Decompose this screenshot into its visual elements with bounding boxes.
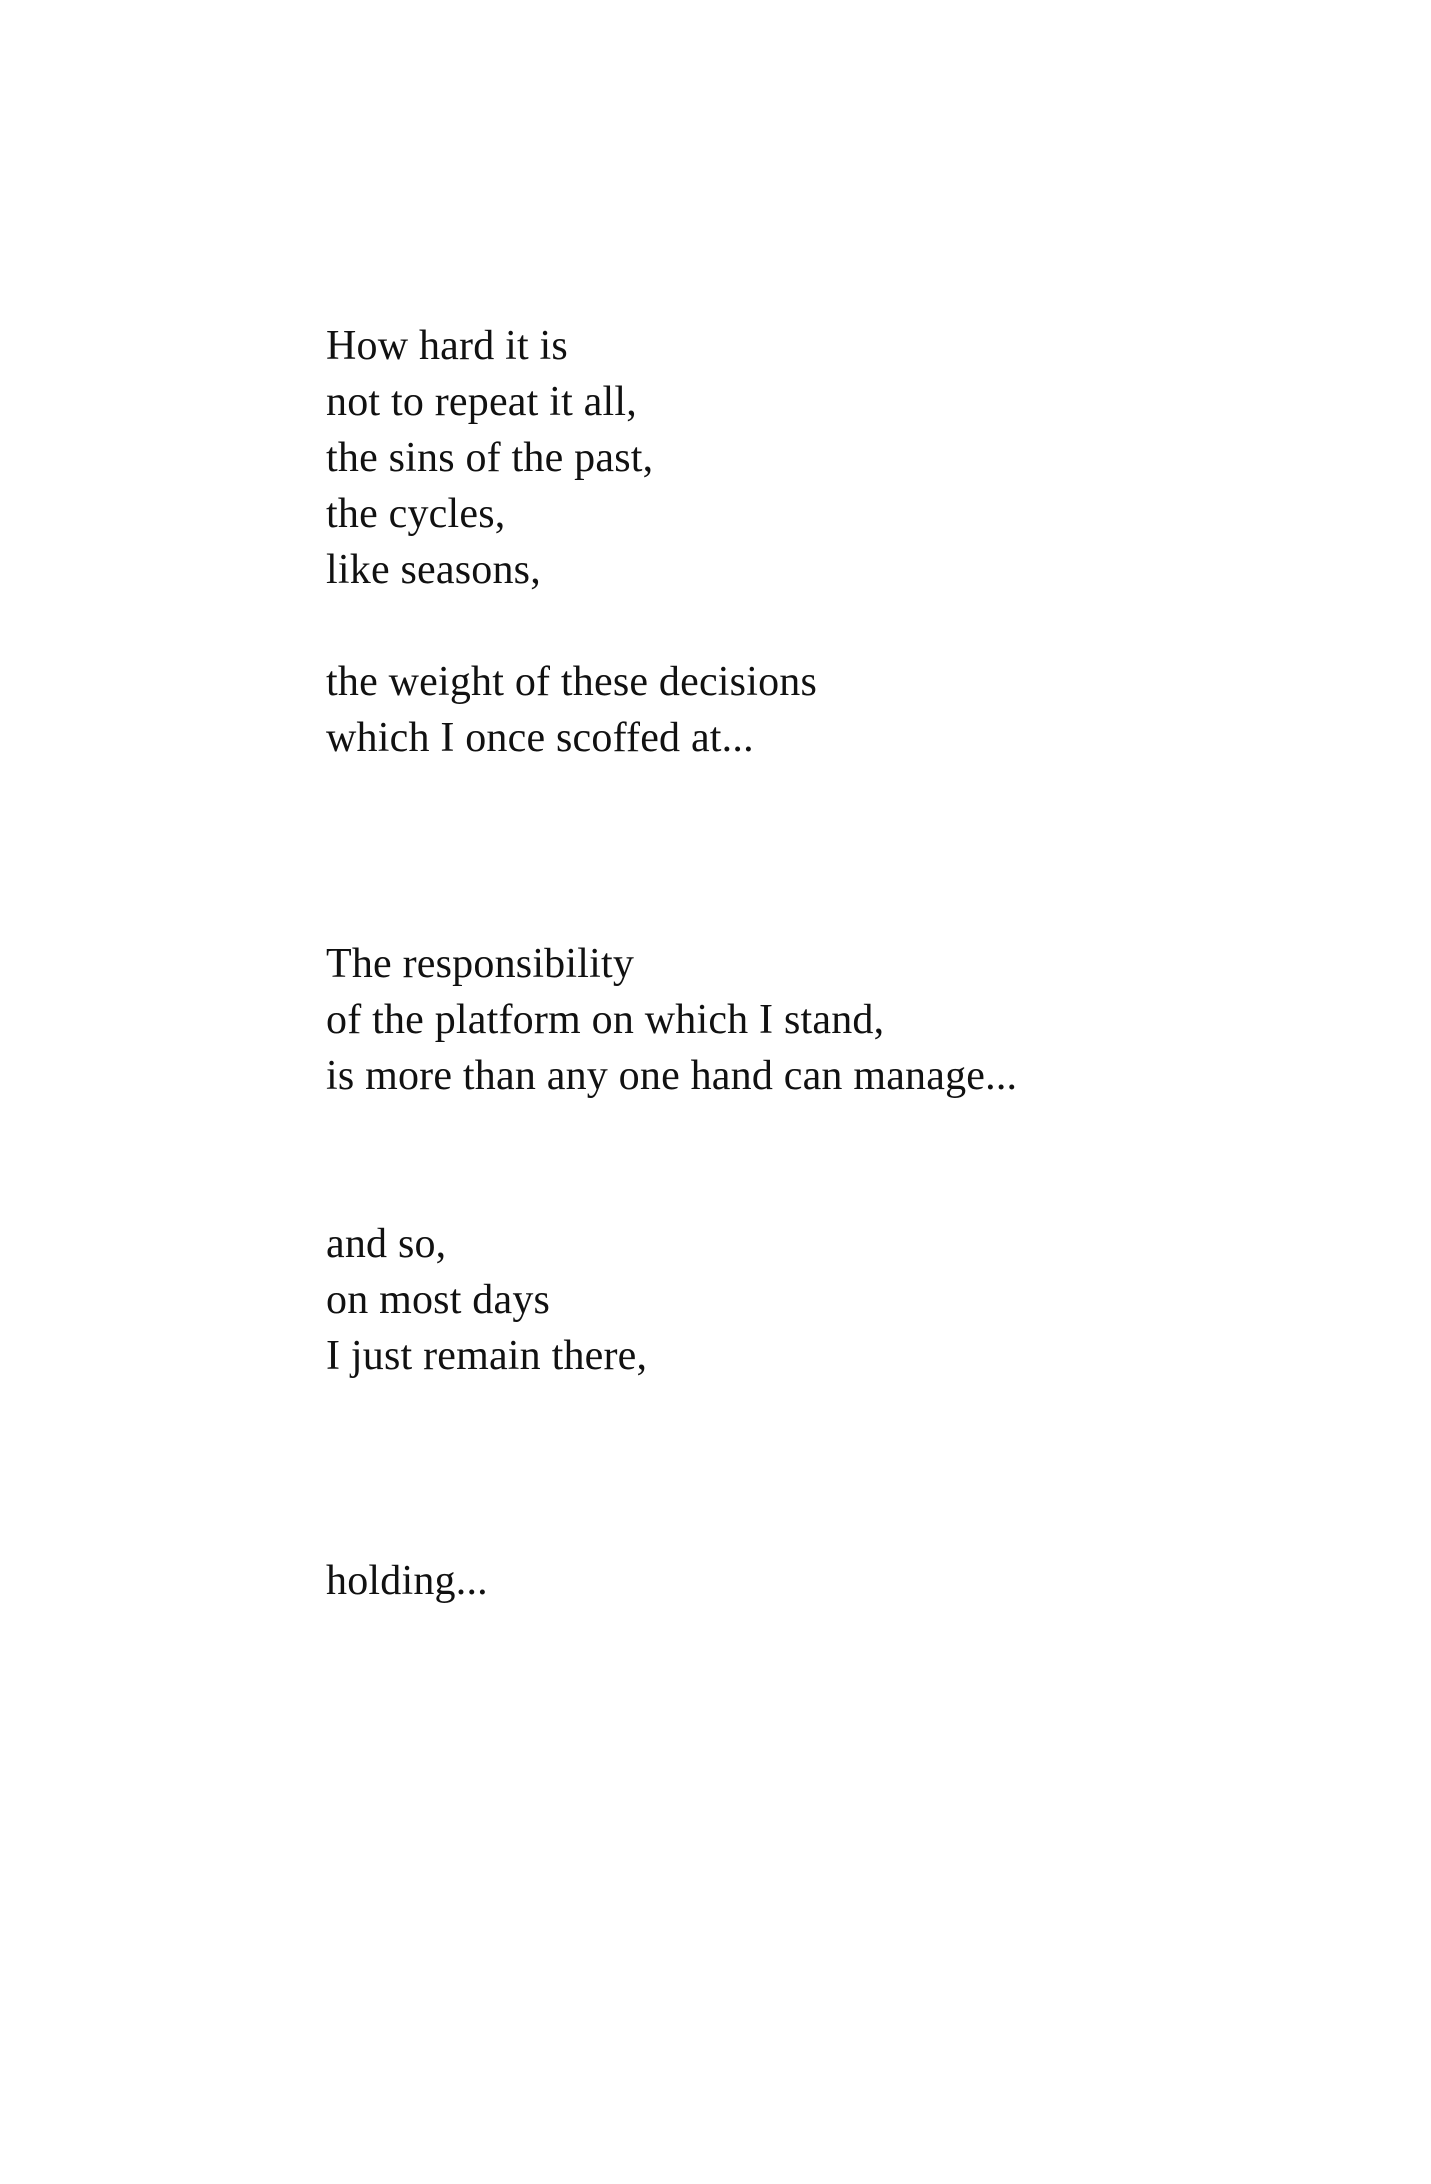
poem-line: like seasons,	[326, 547, 541, 593]
poem-line: the cycles,	[326, 491, 506, 537]
poem-line: the weight of these decisions	[326, 659, 818, 705]
poem-line: not to repeat it all,	[326, 379, 637, 425]
poem-line: I just remain there,	[326, 1333, 648, 1379]
poem-line: and so,	[326, 1221, 447, 1267]
poem-line: on most days	[326, 1277, 551, 1323]
poem-line: which I once scoffed at...	[326, 715, 754, 761]
poem-line: the sins of the past,	[326, 435, 654, 481]
poem-line: of the platform on which I stand,	[326, 997, 885, 1043]
poem-line: is more than any one hand can manage...	[326, 1053, 1018, 1099]
poem-line: The responsibility	[326, 941, 635, 987]
poem-line: holding...	[326, 1558, 488, 1604]
poem-line: How hard it is	[326, 323, 568, 369]
